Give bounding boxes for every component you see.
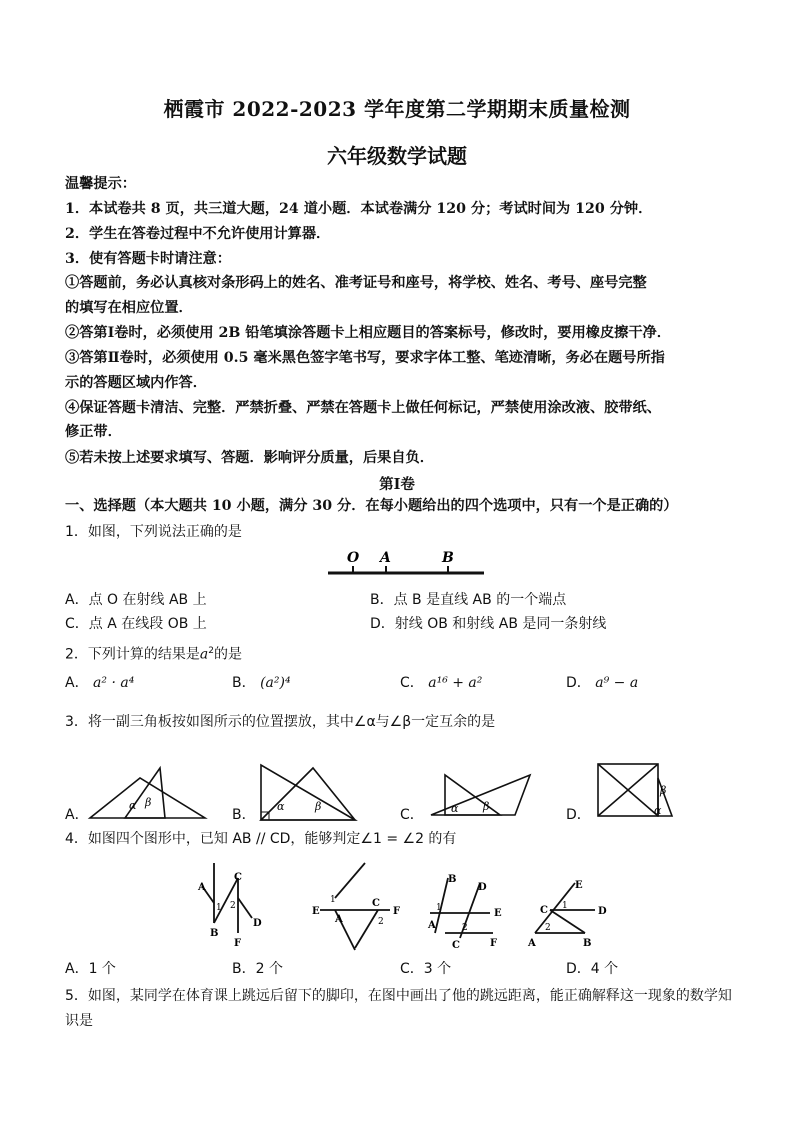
q2-option-d-label: D． (566, 675, 591, 691)
note-c4-a: ④保证答题卡清洁、完整．严禁折叠、严禁在答题卡上做任何标记，严禁使用涂改液、胶带纸、 (65, 400, 661, 416)
svg-text:F: F (393, 906, 401, 917)
volume-heading: 第Ⅰ卷 (379, 476, 415, 493)
page-subtitle: 六年级数学试题 (327, 144, 467, 168)
q2-option-b[interactable] (232, 674, 291, 692)
svg-text:C: C (372, 898, 380, 909)
q4-option-c[interactable]: C．3 个 (400, 961, 452, 977)
q2-stem-exp: 2 (208, 646, 215, 656)
svg-text:A: A (428, 920, 436, 931)
svg-text:D: D (478, 882, 487, 893)
q4-figures (190, 858, 610, 953)
q2-option-b-label: B． (232, 675, 256, 691)
q3-figure-c (425, 760, 535, 825)
svg-text:F: F (490, 938, 498, 949)
q3d-beta-label: β (660, 784, 667, 797)
note-c1-a: ①答题前，务必认真核对条形码上的姓名、准考证号和座号，将学校、姓名、考号、座号完整 (65, 275, 647, 291)
q1-option-c[interactable]: C．点 A 在线段 OB 上 (65, 616, 207, 632)
q2-option-d[interactable] (566, 674, 638, 692)
q2-option-c-label: C． (400, 675, 424, 691)
svg-text:2: 2 (462, 923, 468, 933)
note-1: 1．本试卷共 8 页，共三道大题，24 道小题．本试卷满分 120 分；考试时间为 120 分钟． (65, 201, 653, 217)
q2-option-b-expr: (a²)⁴ (260, 675, 291, 691)
q4-figure-4 (527, 880, 607, 949)
svg-text:D: D (253, 918, 262, 929)
q3-option-a[interactable]: A． (65, 807, 89, 823)
q2-option-a-label: A． (65, 675, 89, 691)
q4-option-b[interactable]: B．2 个 (232, 961, 283, 977)
q2-option-a-expr: a² · a⁴ (93, 675, 135, 691)
q4-figure-2 (312, 863, 400, 950)
q1-label-b: B (442, 550, 454, 566)
note-c5: ⑤若未按上述要求填写、答题．影响评分质量，后果自负． (65, 450, 434, 466)
q1-figure (320, 546, 490, 582)
q3d-alpha-label: α (654, 804, 662, 817)
notes-heading: 温馨提示： (65, 176, 136, 192)
q1-option-b[interactable]: B．点 B 是直线 AB 的一个端点 (370, 592, 567, 608)
q3c-beta-label: β (483, 800, 490, 813)
svg-text:2: 2 (230, 901, 236, 911)
part1-heading: 一、选择题（本大题共 10 小题，满分 30 分．在每小题给出的四个选项中，只有一个是正确的） (65, 498, 678, 514)
svg-text:1: 1 (330, 895, 336, 905)
q2-stem-base: a (199, 646, 209, 663)
page-title: 栖霞市 2022-2023 学年度第二学期期末质量检测 (163, 97, 631, 121)
svg-text:A: A (528, 938, 536, 949)
q4-option-d[interactable]: D．4 个 (566, 961, 619, 977)
svg-text:2: 2 (545, 923, 551, 933)
q1-stem: 1．如图，下列说法正确的是 (65, 524, 242, 540)
q3b-alpha-label: α (277, 800, 285, 813)
svg-text:E: E (575, 880, 583, 891)
q5-stem-line1: 5．如图，某同学在体育课上跳远后留下的脚印，在图中画出了他的跳远距离，能正确解释这一现象的数学知 (65, 988, 732, 1004)
note-2: 2．学生在答卷过程中不允许使用计算器． (65, 226, 331, 242)
svg-text:E: E (494, 908, 502, 919)
q3c-alpha-label: α (451, 802, 459, 815)
q3-figure-d (592, 758, 687, 824)
svg-text:F: F (234, 938, 242, 949)
svg-text:A: A (335, 914, 343, 925)
svg-text:B: B (210, 928, 219, 939)
q4-stem: 4．如图四个图形中，已知 AB // CD，能够判定∠1 = ∠2 的有 (65, 831, 457, 847)
q3-stem: 3．将一副三角板按如图所示的位置摆放，其中∠α与∠β一定互余的是 (65, 714, 496, 730)
svg-text:C: C (234, 872, 242, 883)
q3-figure-a (85, 760, 210, 825)
note-c3-b: 示的答题区域内作答． (65, 375, 207, 391)
q4-figure-3 (427, 874, 502, 951)
svg-text:1: 1 (562, 901, 568, 911)
q3a-beta-label: β (145, 796, 152, 809)
q4-option-a[interactable]: A．1 个 (65, 961, 116, 977)
svg-text:C: C (452, 940, 460, 951)
q2-option-c[interactable] (400, 674, 482, 692)
q1-label-o: O (347, 550, 360, 566)
note-c4-b: 修正带． (65, 424, 122, 440)
svg-text:B: B (583, 938, 592, 949)
q4-figure-1 (197, 863, 262, 949)
note-c3-a: ③答第Ⅱ卷时，必须使用 0.5 毫米黑色签字笔书写，要求字体工整、笔迹清晰，务必在题号所指 (65, 350, 665, 366)
q2-stem (65, 642, 242, 664)
q2-option-d-expr: a⁹ − a (595, 675, 639, 691)
svg-text:C: C (540, 905, 548, 916)
q1-option-a[interactable]: A．点 O 在射线 AB 上 (65, 592, 207, 608)
q3-option-c[interactable]: C． (400, 807, 424, 823)
q1-label-a: A (380, 550, 391, 566)
q2-stem-post: 的是 (214, 646, 243, 663)
svg-text:D: D (598, 906, 607, 917)
svg-text:2: 2 (378, 917, 384, 927)
q2-option-a[interactable] (65, 674, 134, 692)
note-3: 3．使有答题卡时请注意： (65, 251, 231, 267)
q3-option-b[interactable]: B． (232, 807, 256, 823)
note-c2: ②答第Ⅰ卷时，必须使用 2B 铅笔填涂答题卡上相应题目的答案标号，修改时，要用橡皮擦干净． (65, 325, 671, 341)
q2-stem-pre: 2．下列计算的结果是 (65, 646, 200, 663)
svg-text:A: A (198, 882, 206, 893)
q3-figure-b (255, 760, 360, 825)
q1-option-d[interactable]: D．射线 OB 和射线 AB 是同一条射线 (370, 616, 607, 632)
q3b-beta-label: β (315, 800, 322, 813)
svg-text:B: B (448, 874, 457, 885)
q5-stem-line2: 识是 (65, 1013, 93, 1029)
q2-option-c-expr: a¹⁶ + a² (428, 675, 483, 691)
q3-option-d[interactable]: D． (566, 807, 591, 823)
svg-text:E: E (312, 906, 320, 917)
svg-text:1: 1 (216, 903, 222, 913)
note-c1-b: 的填写在相应位置． (65, 300, 193, 316)
q3a-alpha-label: α (129, 799, 137, 812)
svg-text:1: 1 (436, 903, 442, 913)
